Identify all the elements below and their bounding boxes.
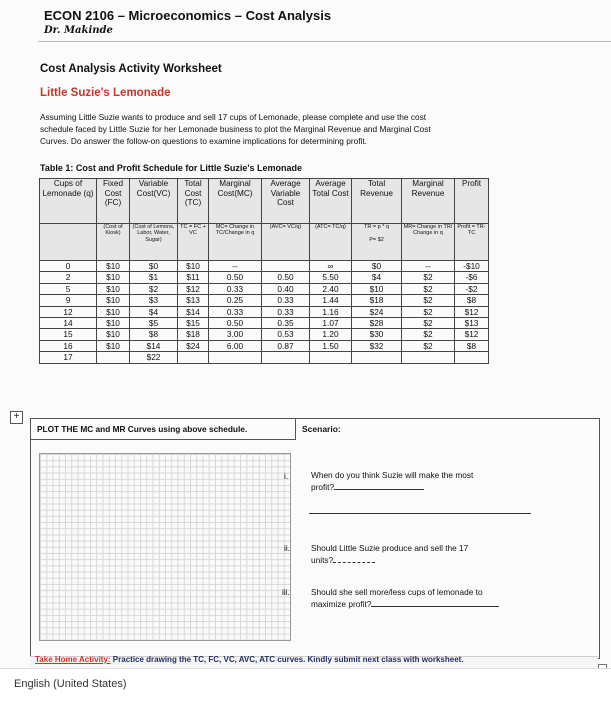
table-cell[interactable]: $2 bbox=[402, 283, 455, 294]
table-row bbox=[40, 261, 489, 272]
table-cell[interactable]: $10 bbox=[97, 329, 130, 340]
table-cell[interactable]: $2 bbox=[402, 272, 455, 283]
table-header-row bbox=[40, 179, 489, 224]
table-cell[interactable]: $0 bbox=[130, 261, 178, 272]
table-cell[interactable]: 1.20 bbox=[310, 329, 352, 340]
table-cell[interactable]: -$2 bbox=[455, 283, 489, 294]
worksheet-subtitle: Little Suzie's Lemonade bbox=[40, 87, 171, 99]
table-cell[interactable]: $10 bbox=[97, 261, 130, 272]
table-cell[interactable]: 0.50 bbox=[262, 272, 310, 283]
column-header: Average Total Cost bbox=[310, 179, 352, 224]
table-cell[interactable]: 5 bbox=[40, 283, 97, 294]
table-cell[interactable]: 2 bbox=[40, 272, 97, 283]
table-cell[interactable]: $30 bbox=[352, 329, 402, 340]
table-row bbox=[40, 272, 489, 283]
table-cell[interactable]: $13 bbox=[455, 318, 489, 329]
table-cell[interactable]: $8 bbox=[455, 295, 489, 306]
table-cell[interactable]: 0.87 bbox=[262, 340, 310, 351]
column-subheader: TR = p * q P= $2 bbox=[352, 224, 402, 261]
table-cell[interactable] bbox=[455, 352, 489, 363]
scenario-label: Scenario: bbox=[302, 424, 341, 434]
table-cell[interactable]: $15 bbox=[178, 318, 209, 329]
table-cell[interactable]: 9 bbox=[40, 295, 97, 306]
table-cell[interactable]: $24 bbox=[178, 340, 209, 351]
table-cell[interactable]: 14 bbox=[40, 318, 97, 329]
table-cell[interactable]: $13 bbox=[178, 295, 209, 306]
table-cell[interactable]: $18 bbox=[178, 329, 209, 340]
table-cell[interactable] bbox=[209, 352, 262, 363]
table-cell[interactable]: 15 bbox=[40, 329, 97, 340]
intro-line: schedule faced by Little Suzie for her Lemonade business to plot the Marginal Revenue and Marginal Cost bbox=[40, 124, 431, 135]
column-header: Total Revenue bbox=[352, 179, 402, 224]
answer-blank[interactable] bbox=[371, 598, 499, 607]
intro-line: Assuming Little Suzie wants to produce and sell 17 cups of Lemonade, please complete and use the cost bbox=[40, 112, 427, 122]
column-header: Marginal Revenue bbox=[402, 179, 455, 224]
question-3 bbox=[311, 587, 499, 610]
table-cell[interactable]: $32 bbox=[352, 340, 402, 351]
table-row bbox=[40, 306, 489, 317]
table-caption: Table 1: Cost and Profit Schedule for Little Suzie's Lemonade bbox=[40, 163, 303, 173]
table-subheader-row bbox=[40, 224, 489, 261]
question-number: iii. bbox=[282, 587, 290, 597]
table-cell[interactable]: 0.33 bbox=[262, 306, 310, 317]
table-cell[interactable]: -- bbox=[402, 261, 455, 272]
table-cell[interactable]: -$6 bbox=[455, 272, 489, 283]
table-cell[interactable]: $10 bbox=[97, 306, 130, 317]
table-cell[interactable]: $18 bbox=[352, 295, 402, 306]
table-cell[interactable] bbox=[178, 352, 209, 363]
table-cell[interactable]: 0.25 bbox=[209, 295, 262, 306]
table-cell[interactable]: $22 bbox=[130, 352, 178, 363]
column-header: Variable Cost(VC) bbox=[130, 179, 178, 224]
table-cell[interactable]: 0 bbox=[40, 261, 97, 272]
plot-and-questions-box bbox=[30, 418, 600, 659]
table-cell[interactable]: 5.50 bbox=[310, 272, 352, 283]
graph-paper-grid[interactable] bbox=[39, 453, 291, 641]
question-text: Should Little Suzie produce and sell the 17 bbox=[311, 543, 469, 553]
table-cell[interactable]: -- bbox=[209, 261, 262, 272]
table-cell[interactable] bbox=[262, 261, 310, 272]
table-cell[interactable]: 0.33 bbox=[209, 283, 262, 294]
course-title: ECON 2106 – Microeconomics – Cost Analysis bbox=[44, 8, 332, 23]
table-cell[interactable]: 1.07 bbox=[310, 318, 352, 329]
question-text: profit? bbox=[311, 482, 335, 492]
table-row bbox=[40, 283, 489, 294]
table-cell[interactable]: $10 bbox=[97, 272, 130, 283]
takehome-text: Practice drawing the TC, FC, VC, AVC, ATC curves. Kindly submit next class with worksheet. bbox=[110, 655, 464, 664]
table-cell[interactable]: 16 bbox=[40, 340, 97, 351]
table-cell[interactable]: $2 bbox=[402, 340, 455, 351]
question-2 bbox=[311, 543, 468, 566]
column-subheader: TC = FC + VC bbox=[178, 224, 209, 261]
table-cell[interactable]: $8 bbox=[455, 340, 489, 351]
table-cell[interactable]: $4 bbox=[130, 306, 178, 317]
answer-line[interactable] bbox=[309, 513, 531, 514]
column-subheader: (Cost of Kiosk) bbox=[97, 224, 130, 261]
table-cell[interactable]: $28 bbox=[352, 318, 402, 329]
question-1 bbox=[311, 470, 473, 493]
table-cell[interactable]: -$10 bbox=[455, 261, 489, 272]
table-cell[interactable]: $8 bbox=[130, 329, 178, 340]
cost-schedule-table bbox=[39, 178, 489, 364]
table-cell[interactable]: $14 bbox=[178, 306, 209, 317]
table-cell[interactable]: $14 bbox=[130, 340, 178, 351]
table-cell[interactable]: 3.00 bbox=[209, 329, 262, 340]
table-cell[interactable]: $2 bbox=[402, 318, 455, 329]
question-text: Should she sell more/less cups of lemonade to bbox=[311, 587, 483, 597]
column-subheader: (AVC= VC/q) bbox=[262, 224, 310, 261]
table-cell[interactable]: $10 bbox=[352, 283, 402, 294]
table-cell[interactable]: 6.00 bbox=[209, 340, 262, 351]
table-cell[interactable]: $2 bbox=[130, 283, 178, 294]
question-text: When do you think Suzie will make the most bbox=[311, 470, 474, 480]
table-cell[interactable]: $12 bbox=[455, 329, 489, 340]
table-body bbox=[40, 261, 489, 364]
column-subheader: (Cost of Lemons, Labor, Water, Sugar) bbox=[130, 224, 178, 261]
intro-paragraph bbox=[40, 111, 540, 148]
question-text: maximize profit? bbox=[311, 599, 372, 609]
column-header: Marginal Cost(MC) bbox=[209, 179, 262, 224]
table-cell[interactable]: 0.40 bbox=[262, 283, 310, 294]
table-cell[interactable]: 0.33 bbox=[262, 295, 310, 306]
column-subheader: MR= Change in TR/ Change in q bbox=[402, 224, 455, 261]
table-cell[interactable]: 1.44 bbox=[310, 295, 352, 306]
answer-blank[interactable] bbox=[333, 554, 375, 563]
table-cell[interactable]: 0.35 bbox=[262, 318, 310, 329]
table-cell[interactable]: $3 bbox=[130, 295, 178, 306]
plot-instruction: PLOT THE MC and MR Curves using above schedule. bbox=[37, 424, 248, 434]
table-cell[interactable]: $10 bbox=[97, 283, 130, 294]
takehome-lead: Take Home Activity: bbox=[35, 655, 111, 664]
header-divider bbox=[38, 41, 611, 42]
table-cell[interactable]: $10 bbox=[97, 318, 130, 329]
language-indicator[interactable]: English (United States) bbox=[14, 678, 127, 690]
question-number: ii. bbox=[284, 543, 290, 553]
table-cell[interactable]: $2 bbox=[402, 306, 455, 317]
table-cell[interactable]: $1 bbox=[130, 272, 178, 283]
table-cell[interactable]: ∞ bbox=[310, 261, 352, 272]
table-cell[interactable]: $0 bbox=[352, 261, 402, 272]
table-cell[interactable]: $2 bbox=[402, 329, 455, 340]
table-cell[interactable]: 12 bbox=[40, 306, 97, 317]
column-header: Average Variable Cost bbox=[262, 179, 310, 224]
column-subheader: MC= Change in TC/Change in q bbox=[209, 224, 262, 261]
table-cell[interactable]: $10 bbox=[178, 261, 209, 272]
table-cell[interactable]: $12 bbox=[178, 283, 209, 294]
question-text: units? bbox=[311, 555, 334, 565]
column-subheader bbox=[40, 224, 97, 261]
table-cell[interactable]: 0.33 bbox=[209, 306, 262, 317]
table-cell[interactable]: 17 bbox=[40, 352, 97, 363]
column-header: Cups of Lemonade (q) bbox=[40, 179, 97, 224]
table-cell[interactable]: $10 bbox=[97, 295, 130, 306]
table-row bbox=[40, 329, 489, 340]
column-subheader: (ATC= TC/q) bbox=[310, 224, 352, 261]
table-row bbox=[40, 340, 489, 351]
table-cell[interactable]: 1.50 bbox=[310, 340, 352, 351]
table-cell[interactable]: 2.40 bbox=[310, 283, 352, 294]
table-cell[interactable]: 0.50 bbox=[209, 272, 262, 283]
column-subheader: Profit = TR-TC bbox=[455, 224, 489, 261]
table-row bbox=[40, 295, 489, 306]
table-cell[interactable] bbox=[97, 352, 130, 363]
table-cell[interactable]: $11 bbox=[178, 272, 209, 283]
worksheet-title: Cost Analysis Activity Worksheet bbox=[40, 63, 222, 75]
table-cell[interactable]: 0.53 bbox=[262, 329, 310, 340]
table-cell[interactable]: $5 bbox=[130, 318, 178, 329]
table-cell[interactable]: $12 bbox=[455, 306, 489, 317]
column-header: Fixed Cost (FC) bbox=[97, 179, 130, 224]
table-row bbox=[40, 318, 489, 329]
table-cell[interactable] bbox=[402, 352, 455, 363]
takehome-activity bbox=[35, 655, 464, 664]
table-cell[interactable]: $10 bbox=[97, 340, 130, 351]
table-cell[interactable]: $24 bbox=[352, 306, 402, 317]
table-cell[interactable] bbox=[262, 352, 310, 363]
table-cell[interactable]: 0.50 bbox=[209, 318, 262, 329]
table-cell[interactable] bbox=[310, 352, 352, 363]
table-cell[interactable]: $2 bbox=[402, 295, 455, 306]
table-move-handle-icon[interactable]: + bbox=[10, 411, 23, 424]
table-cell[interactable]: $4 bbox=[352, 272, 402, 283]
intro-line: Curves. Do answer the follow-on questions to examine implications for determining profit. bbox=[40, 136, 367, 147]
column-header: Profit bbox=[455, 179, 489, 224]
answer-blank[interactable] bbox=[334, 481, 424, 490]
table-cell[interactable] bbox=[352, 352, 402, 363]
table-row bbox=[40, 352, 489, 363]
question-number: i. bbox=[284, 471, 289, 481]
table-cell[interactable]: 1.16 bbox=[310, 306, 352, 317]
column-header: Total Cost (TC) bbox=[178, 179, 209, 224]
instructor-name: Dr. Makinde bbox=[44, 25, 113, 36]
